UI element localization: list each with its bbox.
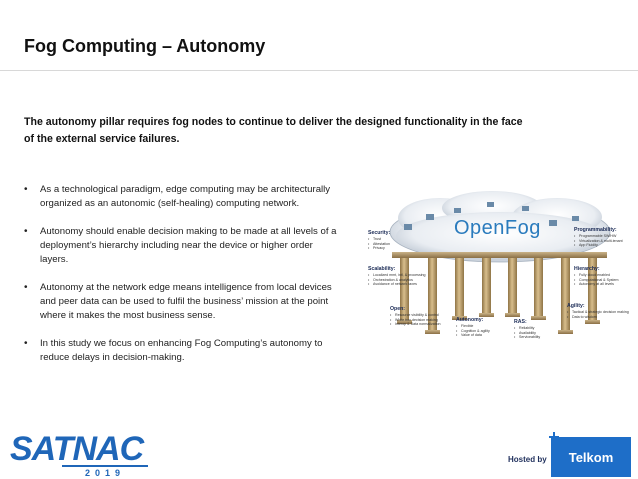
pillar-item: • Value of data	[456, 333, 490, 338]
pillar-item: • Fully cloud enabled	[574, 273, 619, 278]
pillar-item: • App Fluidity	[574, 243, 623, 248]
pillar-title-security: Security:	[368, 230, 391, 236]
pillar-title-hierarchy: Hierarchy:	[574, 266, 600, 272]
pillar-item: • Serviceability	[514, 335, 540, 340]
pillar-item: • Computational & System	[574, 278, 619, 283]
pillar-list-open	[390, 313, 441, 327]
pillar-title-scalability: Scalability:	[368, 266, 396, 272]
pillar-item: • Orchestration & analytics	[368, 278, 426, 283]
title-divider	[0, 70, 638, 71]
temple-roof	[392, 252, 607, 258]
hosted-by-label: Hosted by	[508, 455, 547, 464]
pillar-item: • Resource visibility & control	[390, 313, 441, 318]
pillar-list-autonomy	[456, 324, 490, 338]
pillar-item: • Availability	[514, 331, 540, 336]
telkom-logo	[551, 437, 631, 477]
satnac-logo-text: SATNAC	[10, 430, 144, 468]
pillar-item: • Virtualization & multi-tenant	[574, 239, 623, 244]
pillar-title-ras: RAS:	[514, 319, 527, 325]
bullet-item: • In this study we focus on enhancing Fog Computing’s autonomy to reduce delays in decision-making.	[24, 337, 342, 365]
openfog-pillars-diagram	[362, 190, 632, 355]
pillar-list-security	[368, 237, 390, 251]
pillar-item: • Data to wisdom	[567, 315, 629, 320]
pillar-list-hierarchy	[574, 273, 619, 287]
telkom-logo-text: Telkom	[568, 449, 614, 465]
openfog-cloud-label: OpenFog	[454, 217, 541, 239]
pillar-item: • Avoidance of network taxes	[368, 282, 426, 287]
pillar-item: • Programmable SW/HW	[574, 234, 623, 239]
pillar-item: • Interop & Data normalization	[390, 322, 441, 327]
pillar-list-scalability	[368, 273, 426, 287]
satnac-logo-year: 2019	[62, 465, 148, 479]
bullet-item: • Autonomy at the network edge means intelligence from local devices and peer data can be used to fulfil the business’ mission at the point where it makes the most business sense.	[24, 281, 342, 323]
pillar-item: • Attestation	[368, 242, 390, 247]
satnac-logo	[10, 432, 150, 476]
pillar-title-programmability: Programmability:	[574, 227, 617, 233]
pillar-item: • White box decision making	[390, 318, 441, 323]
pillar-title-open: Open:	[390, 306, 405, 312]
pillar-list-agility	[567, 310, 629, 319]
pillar-item: • Localized mmt, intl, & processing	[368, 273, 426, 278]
pillar-list-ras	[514, 326, 540, 340]
pillar-item: • Reliability	[514, 326, 540, 331]
bullet-list	[24, 183, 342, 379]
pillar-list-programmability	[574, 234, 623, 248]
pillar-title-agility: Agility:	[567, 303, 585, 309]
pillar-item: • Trust	[368, 237, 390, 242]
pillar-title-autonomy: Autonomy:	[456, 317, 484, 323]
bullet-item: • As a technological paradigm, edge computing may be architecturally organized as an autonomic (self-healing) computing network.	[24, 183, 342, 211]
bullet-item: • Autonomy should enable decision making to be made at all levels of a deployment’s hierarchy including near the device or higher order layers.	[24, 225, 342, 267]
pillar-item: • Privacy	[368, 246, 390, 251]
lead-paragraph: The autonomy pillar requires fog nodes to continue to deliver the designed functionality in the face of the external service failures.	[24, 116, 523, 145]
pillar-item: • Flexible	[456, 324, 490, 329]
pillar-item: • Tactical & strategic decision making	[567, 310, 629, 315]
pillar-item: • Cognition & agility	[456, 329, 490, 334]
slide-title: Fog Computing – Autonomy	[24, 36, 266, 56]
pillar-item: • Autonomy at all levels	[574, 282, 619, 287]
